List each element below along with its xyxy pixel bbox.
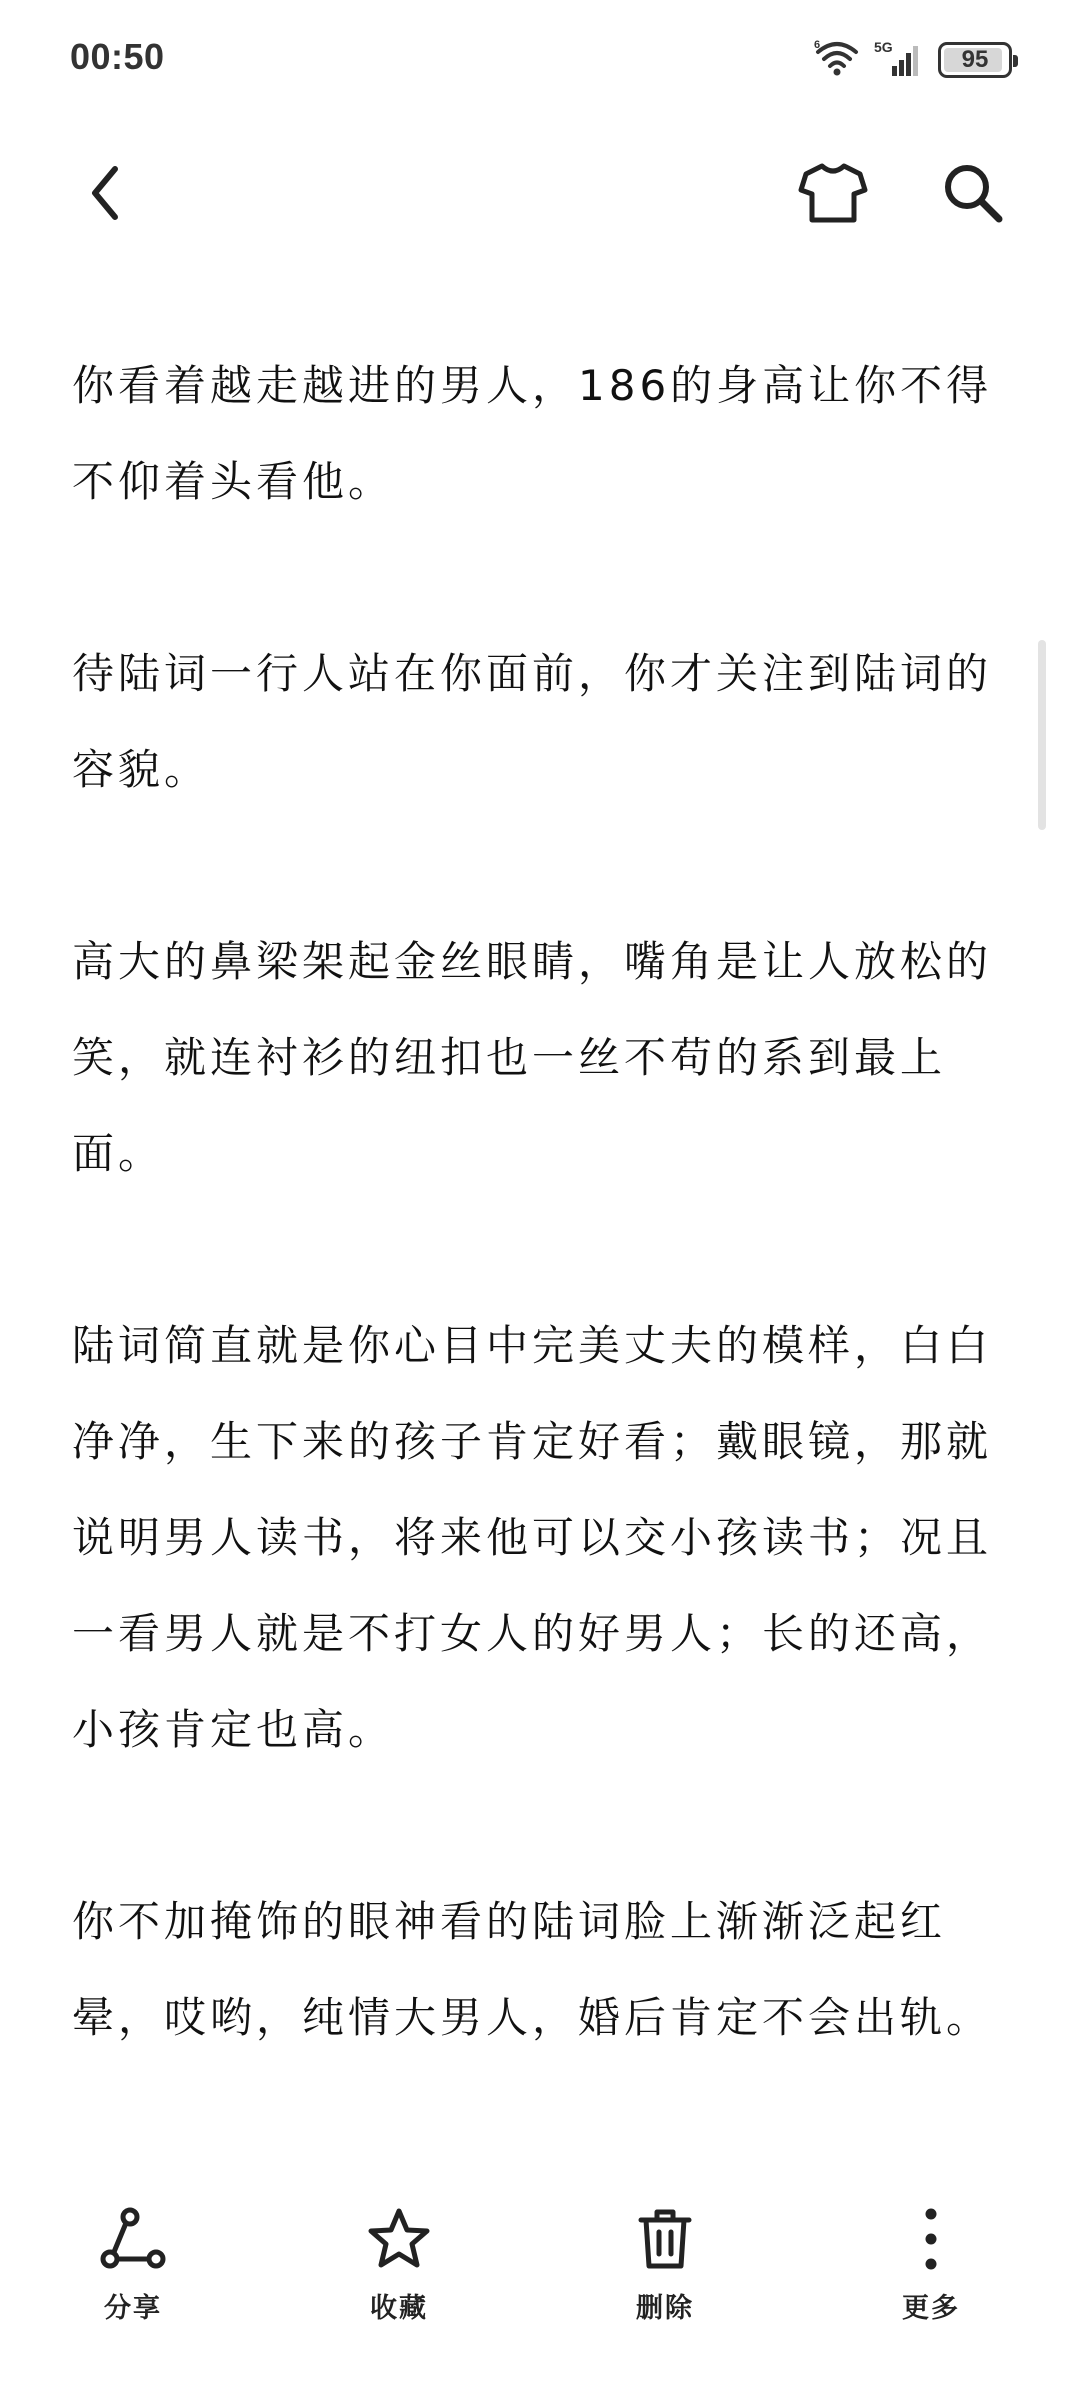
- svg-text:6: 6: [814, 39, 821, 51]
- status-bar: [0, 0, 1080, 120]
- chevron-left-icon: [83, 163, 127, 227]
- note-content[interactable]: [72, 338, 1012, 2162]
- search-icon: [941, 161, 1005, 229]
- theme-button[interactable]: [778, 140, 888, 250]
- bottom-toolbar: [0, 2180, 1080, 2380]
- search-button[interactable]: [918, 140, 1028, 250]
- battery-icon: [938, 42, 1012, 78]
- scrollbar[interactable]: [1038, 640, 1046, 830]
- back-button[interactable]: [50, 140, 160, 250]
- share-button[interactable]: [58, 2202, 208, 2325]
- share-label: 分享: [104, 2293, 162, 2324]
- more-button[interactable]: [856, 2202, 1006, 2325]
- favorite-label: 收藏: [370, 2293, 428, 2324]
- wifi-icon: [814, 38, 860, 82]
- network-type: 5G: [874, 39, 893, 55]
- battery-level: 95: [961, 46, 989, 73]
- star-icon: [362, 2202, 436, 2276]
- tshirt-icon: [798, 160, 868, 230]
- trash-icon: [628, 2202, 702, 2276]
- share-icon: [96, 2202, 170, 2276]
- paragraph-1: 你看着越走越进的男人，186的身高让你不得不仰着头看他。: [72, 361, 993, 506]
- paragraph-5: 你不加掩饰的眼神看的陆词脸上渐渐泛起红晕，哎哟，纯情大男人，婚后肯定不会出轨。: [72, 1897, 993, 2042]
- status-time: 00:50: [70, 36, 165, 77]
- delete-label: 删除: [636, 2293, 694, 2324]
- paragraph-2: 待陆词一行人站在你面前，你才关注到陆词的容貌。: [72, 649, 993, 794]
- paragraph-4: 陆词简直就是你心目中完美丈夫的模样，白白净净，生下来的孩子肯定好看；戴眼镜，那就说明男人读书，将来他可以交小孩读书；况且一看男人就是不打女人的好男人；长的还高，小孩肯定也高。: [72, 1321, 993, 1754]
- status-icons: [814, 38, 1012, 82]
- top-nav: [0, 140, 1080, 250]
- signal-icon: [874, 38, 924, 82]
- more-label: 更多: [902, 2293, 960, 2324]
- delete-button[interactable]: [590, 2202, 740, 2325]
- more-vertical-icon: [894, 2202, 968, 2276]
- favorite-button[interactable]: [324, 2202, 474, 2325]
- paragraph-3: 高大的鼻梁架起金丝眼睛，嘴角是让人放松的笑，就连衬衫的纽扣也一丝不苟的系到最上面。: [72, 937, 993, 1178]
